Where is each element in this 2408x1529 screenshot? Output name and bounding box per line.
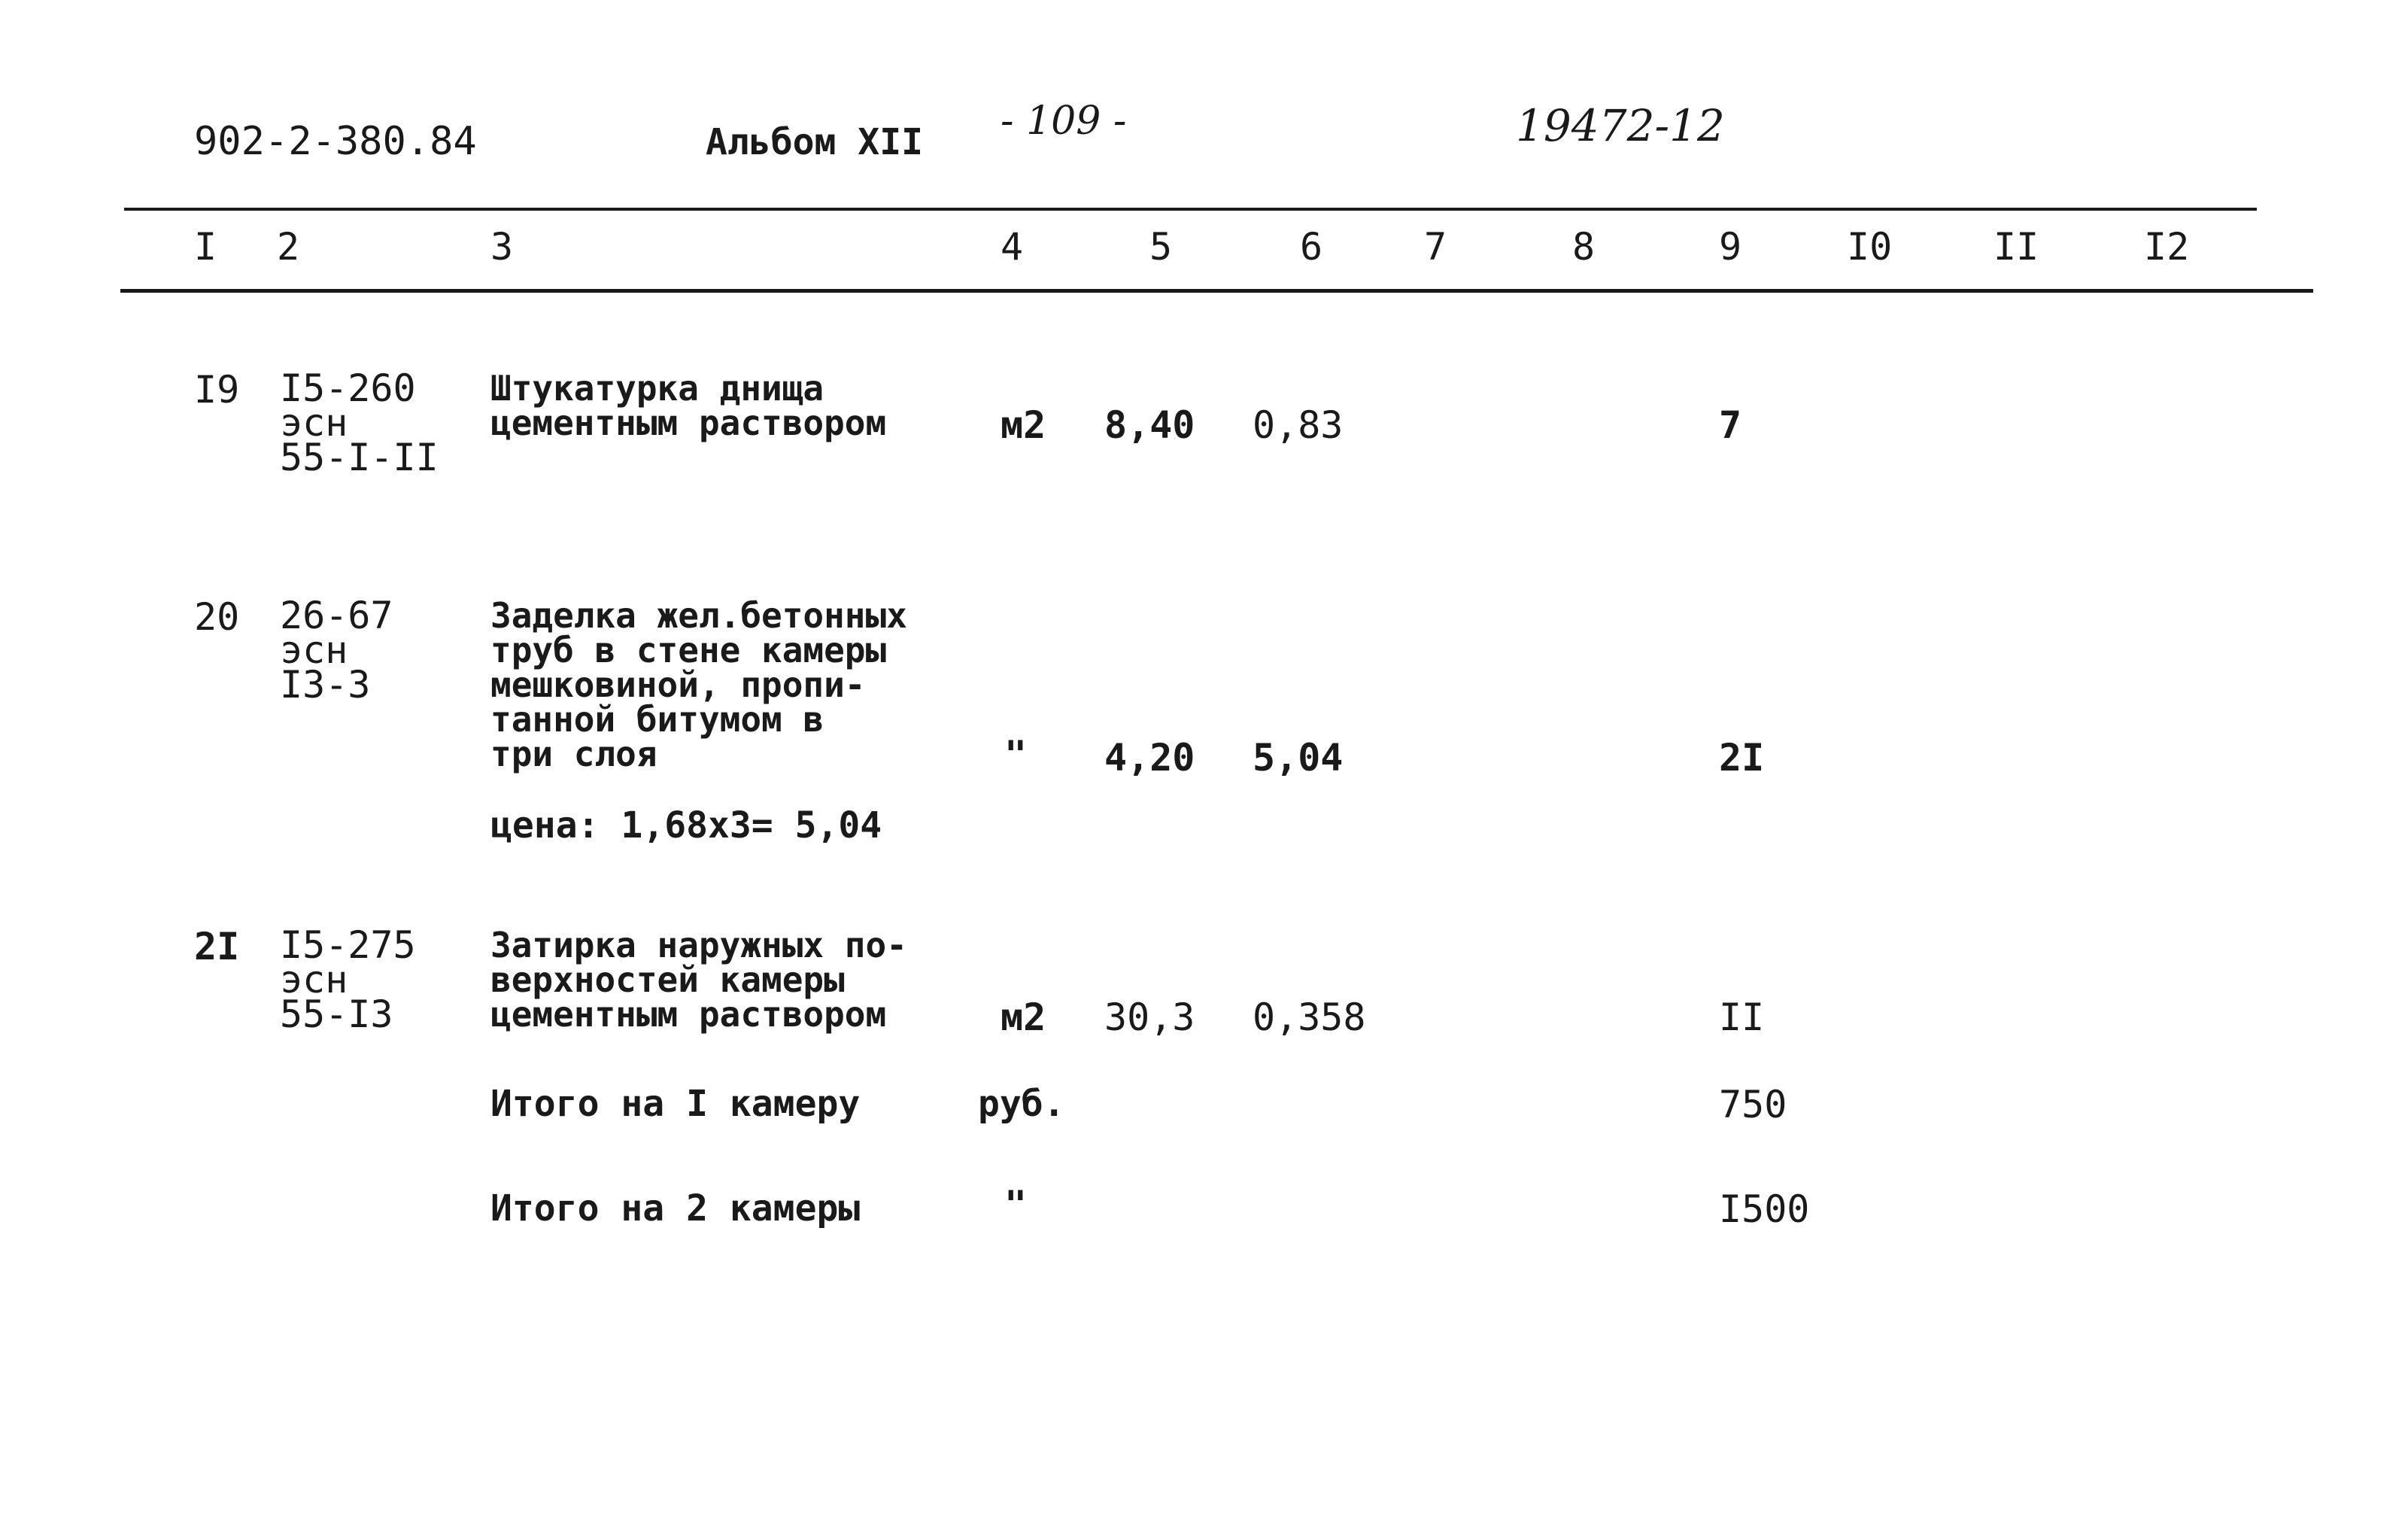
- description-line: три слоя: [490, 734, 657, 774]
- row-description: [490, 925, 907, 1035]
- column-number: 7: [1424, 225, 1447, 269]
- code-line: эсн: [280, 401, 348, 445]
- row-number: 20: [194, 595, 240, 639]
- code-line: I5-275: [280, 923, 416, 967]
- description-line: цементным раствором: [490, 994, 887, 1035]
- column-number: 8: [1572, 225, 1596, 269]
- row-quantity: 4,20: [1104, 736, 1195, 780]
- row-description: [490, 368, 887, 443]
- row-code: [280, 594, 393, 707]
- description-line: Затирка наружных по-: [490, 925, 907, 965]
- description-line: Штукатурка днища: [490, 368, 824, 409]
- description-line: цементным раствором: [490, 403, 887, 443]
- row-total: II: [1719, 996, 1765, 1039]
- column-number: 4: [1001, 225, 1024, 269]
- code-line: 55-I3: [280, 992, 393, 1036]
- column-number: 9: [1719, 225, 1742, 269]
- row-number: I9: [194, 368, 240, 412]
- description-line: труб в стене камеры: [490, 630, 887, 670]
- code-line: эсн: [280, 628, 348, 672]
- row-unit-price: 5,04: [1253, 736, 1344, 780]
- album-title: Альбом XII: [706, 121, 923, 163]
- description-line: верхностей камеры: [490, 959, 845, 1000]
- row-unit-ditto: ": [1004, 733, 1028, 777]
- description-line: танной битумом в: [490, 699, 824, 740]
- code-line: 26-67: [280, 594, 393, 637]
- code-line: I3-3: [280, 663, 371, 707]
- row-unit: м2: [1001, 996, 1046, 1039]
- total-label: Итого на 2 камеры: [490, 1187, 861, 1230]
- row-total: 2I: [1719, 736, 1765, 780]
- row-description: [490, 595, 907, 774]
- description-line: Заделка жел.бетонных: [490, 595, 907, 636]
- total-label: Итого на I камеру: [490, 1083, 861, 1125]
- column-number: 3: [490, 225, 514, 269]
- inventory-number: 19472-12: [1516, 100, 1725, 151]
- column-number: I: [194, 225, 217, 269]
- code-line: эсн: [280, 958, 348, 1002]
- total-unit-ditto: ": [1004, 1183, 1028, 1227]
- price-note: цена: 1,68х3= 5,04: [490, 804, 882, 847]
- row-total: 7: [1719, 403, 1742, 447]
- row-code: [280, 923, 416, 1036]
- page-number: - 109 -: [1001, 99, 1127, 144]
- column-number: 6: [1300, 225, 1323, 269]
- code-line: 55-I-II: [280, 436, 439, 479]
- column-number: II: [1994, 225, 2039, 269]
- row-unit-price: 0,83: [1253, 403, 1344, 447]
- row-quantity: 8,40: [1104, 403, 1195, 447]
- row-number: 2I: [194, 925, 240, 968]
- column-number: I0: [1847, 225, 1893, 269]
- row-unit-price: 0,358: [1253, 996, 1366, 1039]
- row-quantity: 30,3: [1104, 996, 1195, 1039]
- column-number: 2: [277, 225, 300, 269]
- column-number: I2: [2144, 225, 2190, 269]
- column-number: 5: [1149, 225, 1173, 269]
- description-line: мешковиной, пропи-: [490, 664, 866, 705]
- row-unit: м2: [1001, 403, 1046, 447]
- code-line: I5-260: [280, 366, 416, 410]
- total-value: I500: [1719, 1187, 1810, 1231]
- total-value: 750: [1719, 1083, 1787, 1126]
- total-unit: руб.: [978, 1083, 1065, 1125]
- header-top-rule: [124, 208, 2257, 211]
- row-code: [280, 366, 439, 479]
- header-bottom-rule: [120, 289, 2313, 293]
- document-code: 902-2-380.84: [194, 119, 477, 164]
